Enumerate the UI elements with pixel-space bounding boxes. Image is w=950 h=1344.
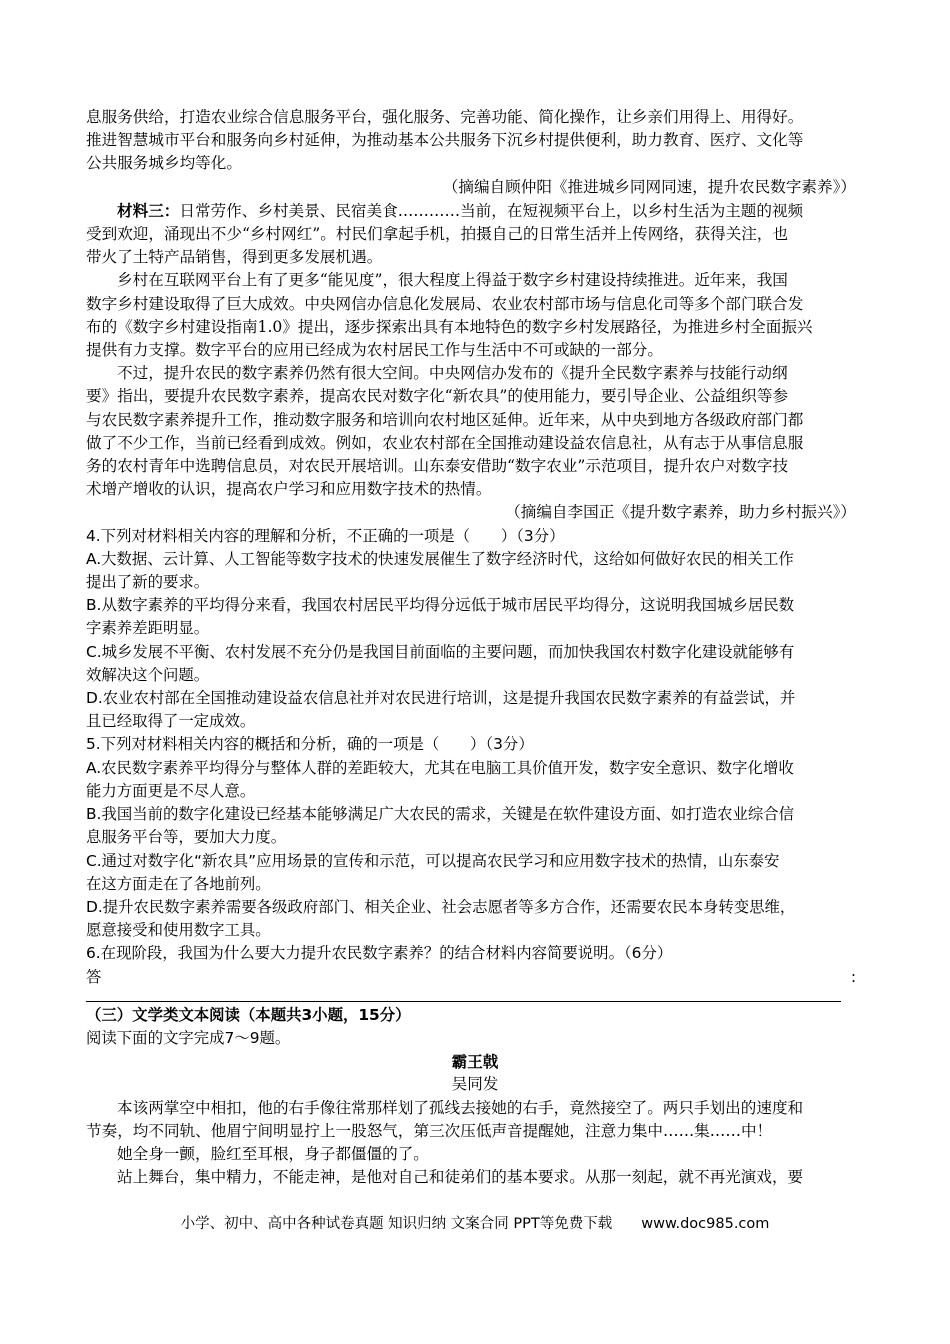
text-line: 节奏，均不同轨、他眉宁间明显拧上一股怒气，第三次压低声音提醒她，注意力集中……集……中！ [86, 1121, 773, 1140]
option-line: D.提升农民数字素养需要各级政府部门、相关企业、社会志愿者等多方合作，还需要农民本身转变思维， [86, 897, 796, 916]
option-line: A.农民数字素养平均得分与整体人群的差距较大，尤其在电脑工具价值开发，数字安全意识、数字化增收 [86, 758, 794, 777]
story-author: 吴同发 [451, 1075, 499, 1094]
question-6 [86, 942, 864, 1001]
question-5 [86, 733, 864, 942]
page-footer: 小学、初中、高中各种试卷真题 知识归纳 文案合同 PPT等免费下载 www.doc985.com [180, 1216, 770, 1232]
text-line: 数字乡村建设取得了巨大成效。中央网信办信息化发展局、农业农村部市场与信息化司等多个部门联合发 [86, 294, 804, 313]
option-line: B.我国当前的数字化建设已经基本能够满足广大农民的需求，关键是在软件建设方面、如打造农业综合信 [86, 805, 795, 824]
option-line: 愿意接受和使用数字工具。 [86, 921, 271, 940]
text-line: 她全身一颤，脸红至耳根，身子都僵僵的了。 [117, 1144, 429, 1163]
answer-underline [86, 1001, 841, 1002]
option-line: C.城乡发展不平衡、农村发展不充分仍是我国目前面临的主要问题，而加快我国农村数字化建设就能够有 [86, 642, 795, 661]
option-line: 能力方面更是不尽人意。 [86, 781, 256, 800]
text-line: 要》指出，要提升农民数字素养，提高农民对数字化“新农具”的使用能力，要引导企业、公益组织等参 [86, 387, 789, 406]
material2-tail [86, 106, 864, 176]
option-line: A.大数据、云计算、人工智能等数字技术的快速发展催生了数字经济时代，这给如何做好农民的相关工作 [86, 549, 794, 568]
text-line: 布的《数字乡村建设指南1.0》提出，逐步探索出具有本地特色的数字乡村发展路径，为推进乡村全面振兴 [86, 317, 813, 336]
answer-colon: : [850, 967, 856, 986]
answer-label: 答 [86, 967, 102, 986]
question-4 [86, 525, 864, 734]
text-line: 不过，提升农民的数字素养仍然有很大空间。中央网信办发布的《提升全民数字素养与技能行动纲 [117, 364, 788, 383]
section-instruction: 阅读下面的文字完成7～9题。 [86, 1028, 291, 1047]
option-line: D.农业农村部在全国推动建设益农信息社并对农民进行培训，这是提升我国农民数字素养的有益尝试，并 [86, 689, 796, 708]
text-line: 公共服务城乡均等化。 [86, 154, 242, 173]
text-line: 与农民数字素养提升工作，推动数字服务和培训向农村地区延伸。近年来，从中央到地方各级政府部门都 [86, 410, 804, 429]
text-line: 日常劳作、乡村美景、民宿美食…………当前，在短视频平台上，以乡村生活为主题的视频 [179, 201, 804, 220]
option-line: 字素养差距明显。 [86, 619, 210, 638]
text-line: 乡村在互联网平台上有了更多“能见度”，很大程度上得益于数字乡村建设持续推进。近年来，我国 [117, 271, 788, 290]
section-3 [86, 1004, 864, 1190]
text-line: 带火了土特产品销售，得到更多发展机遇。 [86, 248, 383, 267]
story-title: 霸王戟 [451, 1052, 499, 1072]
option-line: 提出了新的要求。 [86, 573, 210, 592]
text-line: 务的农村青年中选聘信息员，对农民开展培训。山东泰安借助“数字农业”示范项目，提升农户对数字技 [86, 457, 789, 476]
text-line: 推进智慧城市平台和服务向乡村延伸，为推动基本公共服务下沉乡村提供便利，助力教育、医疗、文化等 [86, 131, 804, 150]
source-citation: （摘编自李国正《提升数字素养，助力乡村振兴》） [505, 503, 856, 522]
option-line: 且已经取得了一定成效。 [86, 712, 256, 731]
question-stem: 4.下列对材料相关内容的理解和分析，不正确的一项是（ ）（3分） [86, 526, 565, 545]
option-line: 效解决这个问题。 [86, 665, 210, 684]
material3 [86, 199, 864, 502]
text-line: 受到欢迎，涌现出不少“乡村网红”。村民们拿起手机，拍摄自己的日常生活并上传网络，获得关注，也 [86, 225, 789, 244]
text-line: 提供有力支撑。数字平台的应用已经成为农村居民工作与生活中不可或缺的一部分。 [86, 341, 663, 360]
option-line: 在这方面走在了各地前列。 [86, 874, 271, 893]
option-line: B.从数字素养的平均得分来看，我国农村居民平均得分远低于城市居民平均得分，这说明我国城乡居民数 [86, 596, 795, 615]
question-stem: 6.在现阶段，我国为什么要大力提升农民数字素养？的结合材料内容简要说明。（6分） [86, 944, 673, 963]
option-line: C.通过对数字化“新农具”应用场景的宣传和示范，可以提高农民学习和应用数字技术的热情，山东泰安 [86, 851, 780, 870]
text-line: 术增产增收的认识，提高农户学习和应用数字技术的热情。 [86, 480, 492, 499]
answer-area[interactable] [86, 966, 864, 989]
text-line: 站上舞台，集中精力，不能走神，是他对自己和徒弟们的基本要求。从那一刻起，就不再光演戏，要 [117, 1168, 804, 1187]
material-label: 材料三： [117, 200, 180, 220]
exam-page [86, 106, 864, 1189]
text-line: 做了不少工作，当前已经看到成效。例如，农业农村部在全国推动建设益农信息社，从有志于从事信息服 [86, 433, 804, 452]
text-line: 本该两掌空中相扣，他的右手像往常那样划了孤线去接她的右手，竟然接空了。两只手划出的速度和 [117, 1098, 804, 1117]
question-stem: 5.下列对材料相关内容的概括和分析，确的一项是（ ）（3分） [86, 735, 534, 754]
text-line: 息服务供给，打造农业综合信息服务平台，强化服务、完善功能、简化操作，让乡亲们用得上、用得好。 [86, 108, 804, 126]
option-line: 息服务平台等，要加大力度。 [86, 828, 287, 847]
source-citation: （摘编自顾仲阳《推进城乡同网同速，提升农民数字素养》） [442, 177, 856, 196]
section-heading: （三）文学类文本阅读（本题共3小题，15分） [86, 1005, 411, 1024]
